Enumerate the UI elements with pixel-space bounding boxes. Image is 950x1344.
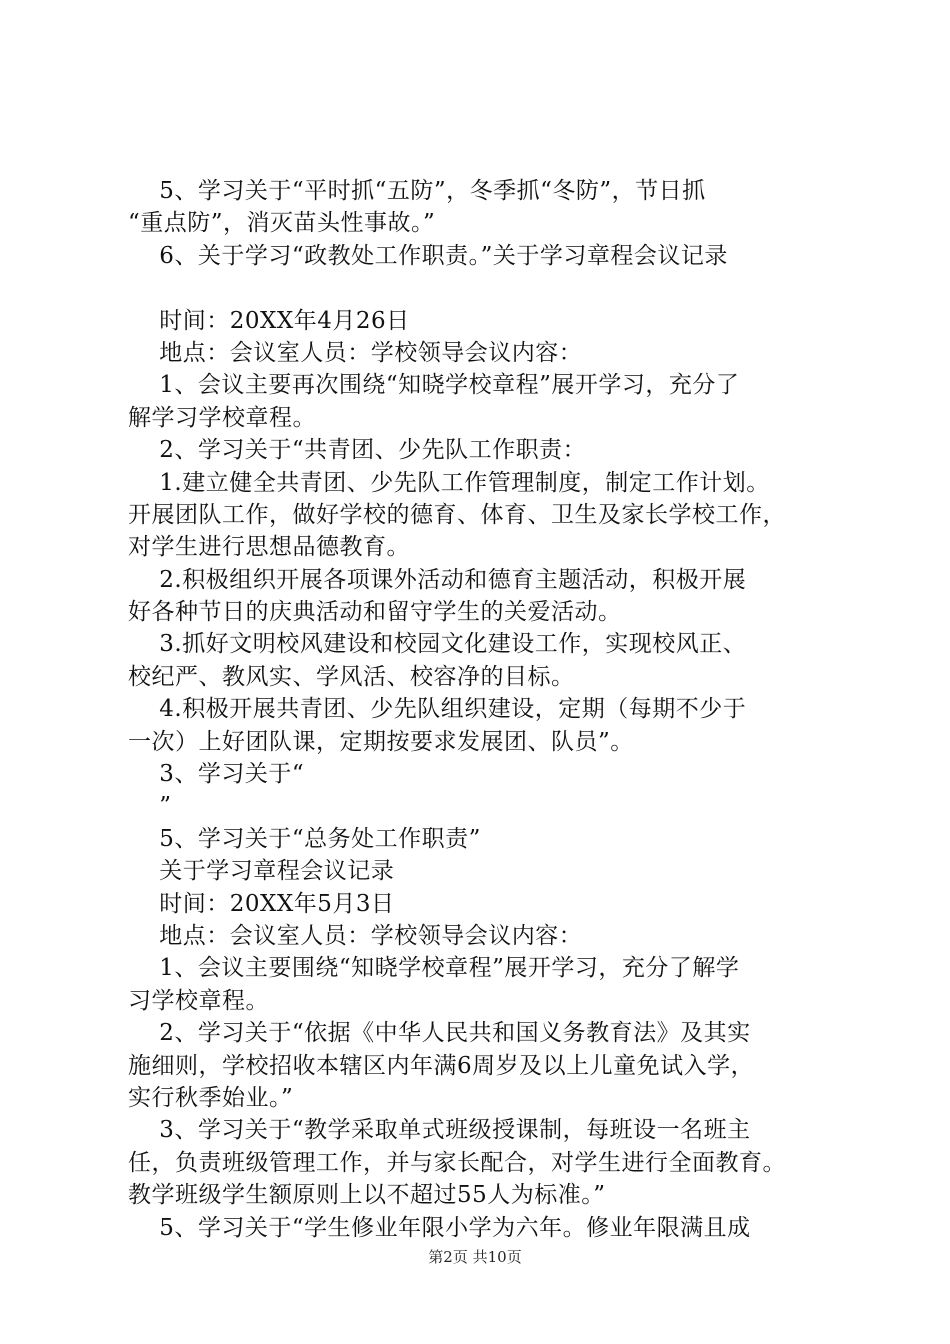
text-line: 6、关于学习“政教处工作职责。”关于学习章程会议记录 bbox=[128, 242, 728, 269]
text-line: 一次）上好团队课，定期按要求发展团、队员”。 bbox=[128, 728, 634, 755]
text-line: 4.积极开展共青团、少先队组织建设，定期（每期不少于 bbox=[128, 696, 747, 723]
text-line: 关于学习章程会议记录 bbox=[128, 858, 395, 885]
text-line: 3、学习关于“教学采取单式班级授课制，每班设一名班主 bbox=[128, 1117, 751, 1144]
text-line: 好各种节日的庆典活动和留守学生的关爱活动。 bbox=[128, 599, 622, 626]
text-line: “重点防”，消灭苗头性事故。” bbox=[128, 210, 436, 237]
page-footer: 第2页 共10页 bbox=[428, 1248, 522, 1266]
text-line: 解学习学校章程。 bbox=[128, 404, 316, 431]
text-line: 5、学习关于“平时抓“五防”，冬季抓“冬防”，节日抓 bbox=[128, 178, 706, 204]
blank-line bbox=[128, 272, 834, 304]
document-body bbox=[128, 175, 834, 1244]
text-line: 时间：20XX年4月26日 bbox=[128, 307, 410, 334]
text-line: 2.积极组织开展各项课外活动和德育主题活动，积极开展 bbox=[128, 566, 747, 593]
text-line: 校纪严、教风实、学风活、校容净的目标。 bbox=[128, 663, 575, 690]
text-line: 1、会议主要围绕“知晓学校章程”展开学习，充分了解学 bbox=[128, 955, 740, 982]
text-line: 时间：20XX年5月3日 bbox=[128, 890, 395, 917]
text-line: 1.建立健全共青团、少先队工作管理制度，制定工作计划。 bbox=[128, 469, 770, 496]
text-line: 3、学习关于“ bbox=[128, 761, 305, 788]
text-line: 任，负责班级管理工作，并与家长配合，对学生进行全面教育。 bbox=[128, 1149, 786, 1176]
text-line: 施细则，学校招收本辖区内年满6周岁及以上儿童免试入学， bbox=[128, 1052, 755, 1079]
text-line: 3.抓好文明校风建设和校园文化建设工作，实现校风正、 bbox=[128, 631, 747, 658]
text-line: 开展团队工作，做好学校的德育、体育、卫生及家长学校工作， bbox=[128, 501, 786, 528]
text-line: 实行秋季始业。” bbox=[128, 1084, 294, 1111]
text-line: 对学生进行思想品德教育。 bbox=[128, 534, 410, 561]
text-line: 5、学习关于“学生修业年限小学为六年。修业年限满且成 bbox=[128, 1214, 751, 1241]
text-line: 地点：会议室人员：学校领导会议内容： bbox=[128, 339, 583, 366]
text-line: 地点：会议室人员：学校领导会议内容： bbox=[128, 922, 583, 949]
text-line: ” bbox=[128, 793, 172, 820]
text-line: 1、会议主要再次围绕“知晓学校章程”展开学习，充分了 bbox=[128, 372, 740, 399]
text-line: 习学校章程。 bbox=[128, 987, 269, 1014]
text-line: 2、学习关于“依据《中华人民共和国义务教育法》及其实 bbox=[128, 1020, 751, 1047]
text-line: 2、学习关于“共青团、少先队工作职责： bbox=[128, 437, 587, 464]
text-line: 5、学习关于“总务处工作职责” bbox=[128, 825, 481, 852]
text-line: 教学班级学生额原则上以不超过55人为标准。” bbox=[128, 1182, 606, 1209]
